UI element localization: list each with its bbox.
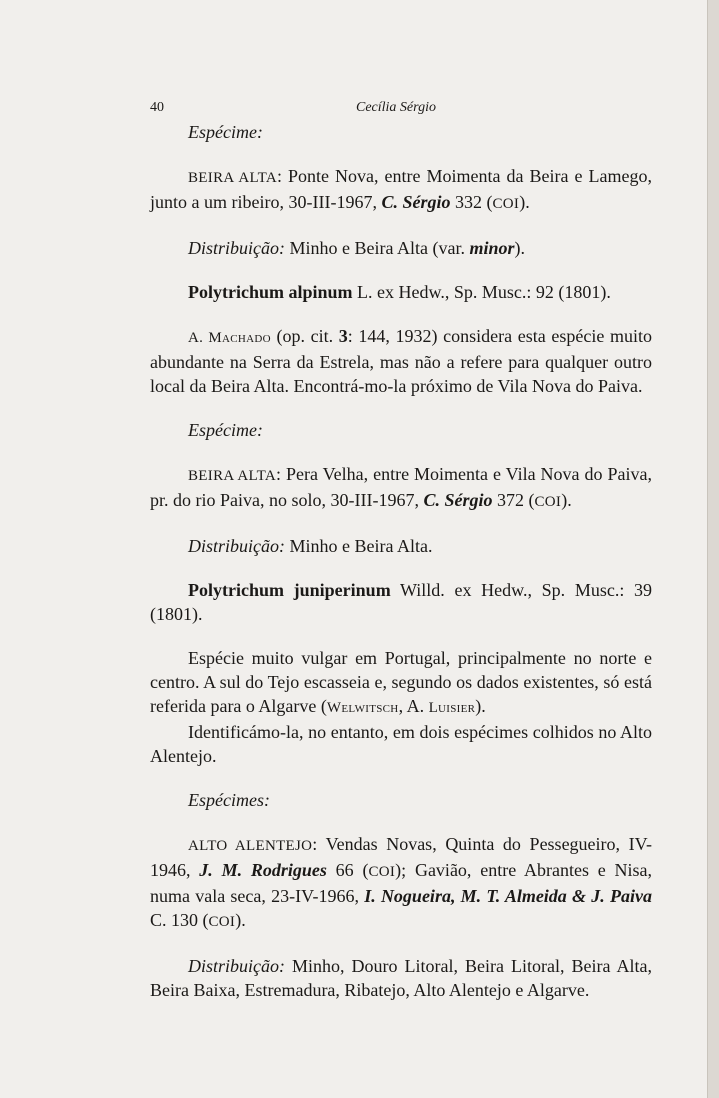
specimen-record [150,164,652,216]
discussion-paragraph [150,720,652,768]
specimen-label: Espécime: [188,122,263,142]
record-close: ). [235,910,246,930]
distribution-text: Minho e Beira Alta (var. [285,238,470,258]
distribution-line [150,534,652,558]
distribution-label: Distribuição: [188,536,285,556]
record-close: ). [561,490,572,510]
collector-name: I. Nogueira, M. T. Almeida & J. Paiva [364,886,652,906]
specimen-heading [150,418,652,442]
herbarium-code: COI [534,494,562,510]
collection-number: 372 ( [492,490,535,510]
distribution-label: Distribuição: [188,956,285,976]
discussion-paragraph [150,324,652,398]
herbarium-code: COI [368,864,396,880]
specimen-record [150,462,652,514]
author-name: A. Machado [188,330,271,346]
distribution-close: ). [514,238,525,258]
specimen-record [150,832,652,934]
species-authority: Willd. ex Hedw., Sp. Musc.: 39 (1801). [150,580,652,624]
collection-number: 66 ( [326,860,369,880]
record-text: : Pera Velha, entre Moimenta e Vila Nova do Paiva, pr. do rio Paiva, no solo, 30-III-1967, [150,464,652,510]
distribution-line [150,954,652,1002]
collector-name: C. Sérgio [381,192,451,212]
page-body [150,120,652,1002]
region-name: ALTO ALENTEJO [188,838,313,854]
distribution-text: Minho, Douro Litoral, Beira Litoral, Beira Alta, Beira Baixa, Estremadura, Ribatejo, Alto Alentejo e Algarve. [150,956,652,1000]
specimen-label: Espécime: [188,420,263,440]
specimen-heading [150,120,652,144]
herbarium-code: COI [208,914,236,930]
species-authority: L. ex Hedw., Sp. Musc.: 92 (1801). [352,282,611,302]
species-heading [150,280,652,304]
discussion-paragraph [150,646,652,720]
collector-name: J. M. Rodrigues [199,860,327,880]
record-text: ); Gavião, entre Abrantes e Nisa, numa vala seca, 23-IV-1966, [150,860,652,906]
collector-name: C. Sérgio [423,490,493,510]
record-text: : Ponte Nova, entre Moimenta da Beira e Lamego, junto a um ribeiro, 30-III-1967, [150,166,652,212]
specimen-heading [150,788,652,812]
reference-name: Luisier [428,700,476,716]
region-name: BEIRA ALTA [188,468,276,484]
reference-separator: , A. [398,696,429,716]
herbarium-code: COI [492,196,520,212]
variety-name: minor [469,238,515,258]
species-name: Polytrichum juniperinum [188,580,391,600]
distribution-label: Distribuição: [188,238,285,258]
collection-number: 332 ( [450,192,493,212]
record-text: : Vendas Novas, Quinta do Pessegueiro, IV-1946, [150,834,652,880]
running-title: Cecília Sérgio [356,100,436,115]
distribution-line [150,236,652,260]
reference-name: Welwitsch [326,700,399,716]
species-heading [150,578,652,626]
record-close: ). [519,192,530,212]
paragraph-text: Identificámo-la, no entanto, em dois espécimes colhidos no Alto Alentejo. [150,722,652,766]
paragraph-text: Espécie muito vulgar em Portugal, principalmente no norte e centro. A sul do Tejo escasseia e, segundo os dados existentes, só está referida para o Algarve ( [150,648,652,716]
specimen-label: Espécimes: [188,790,270,810]
paragraph-text: : 144, 1932) considera esta espécie muito abundante na Serra da Estrela, mas não a refere para qualquer outro local da Beira Alta. Encontrá-mo-la próximo de Vila Nova do Paiva. [150,326,652,396]
page-edge [707,0,719,1098]
paragraph-text: (op. cit. [270,326,339,346]
distribution-text: Minho e Beira Alta. [285,536,433,556]
page-number: 40 [150,100,164,115]
region-name: BEIRA ALTA [188,170,278,186]
paragraph-close: ). [475,696,486,716]
volume-number: 3 [338,326,348,346]
collection-number: C. 130 ( [150,910,209,930]
species-name: Polytrichum alpinum [188,282,353,302]
